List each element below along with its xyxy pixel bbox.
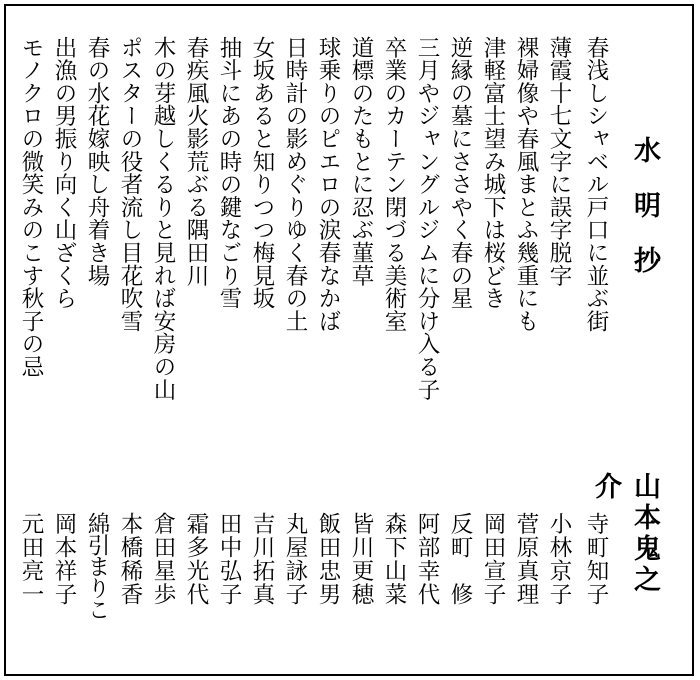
haiku-text: ポスターの役者流し目花吹雪 — [117, 36, 143, 333]
haiku-text: 抽斗にあの時の鍵なごり雪 — [216, 36, 242, 310]
haiku-text: 春浅しシャベル戸口に並ぶ街 — [583, 36, 609, 333]
poet-name: 本橋稀香 — [117, 512, 143, 606]
poet-name: 飯田忠男 — [315, 512, 341, 606]
haiku-text: 逆縁の墓にささやく春の星 — [447, 36, 473, 310]
haiku-text: モノクロの微笑みのこす秋子の忌 — [18, 36, 44, 378]
poet-name: 丸屋詠子 — [282, 512, 308, 606]
haiku-text: 女坂あると知りつつ梅見坂 — [249, 36, 275, 310]
poet-name: 皆川更穂 — [348, 512, 374, 606]
poet-name: 岡田宣子 — [480, 512, 506, 606]
poet-name: 綿引まりこ — [84, 512, 110, 620]
haiku-text: 春の水花嫁映し舟着き場 — [84, 36, 110, 287]
poet-name: 寺町知子 — [583, 512, 609, 606]
page-title: 水明抄 — [629, 136, 660, 301]
poet-name: 倉田星歩 — [150, 512, 176, 606]
haiku-text: 日時計の影めぐりゆく春の土 — [282, 36, 308, 333]
haiku-text: 春疾風火影荒ぶる隅田川 — [183, 36, 209, 287]
poet-name: 元田亮一 — [18, 512, 44, 606]
haiku-text: 木の芽越しくるりと見れば安房の山 — [150, 36, 176, 401]
poet-name: 阿部幸代 — [414, 512, 440, 606]
haiku-text: 道標のたもとに忍ぶ菫草 — [348, 36, 374, 287]
poet-name: 菅原真理 — [513, 512, 539, 606]
poet-name: 小林京子 — [546, 512, 572, 606]
poet-name: 反町 修 — [447, 512, 473, 606]
haiku-text: 薄霞十七文字に誤字脱字 — [546, 36, 572, 287]
author-name: 山本鬼之介 — [590, 472, 660, 596]
haiku-text: 出漁の男振り向く山ざくら — [51, 36, 77, 310]
haiku-text: 三月やジャングルジムに分け入る子 — [414, 36, 440, 401]
poet-name: 吉川拓真 — [249, 512, 275, 606]
poet-name: 岡本祥子 — [51, 512, 77, 606]
haiku-text: 球乗りのピエロの涙春なかば — [315, 36, 341, 333]
poet-name: 田中弘子 — [216, 512, 242, 606]
haiku-sheet — [4, 4, 694, 676]
haiku-text: 卒業のカーテン閉づる美術室 — [381, 36, 407, 333]
haiku-text: 裸婦像や春風まとふ幾重にも — [513, 36, 539, 333]
poet-name: 霜多光代 — [183, 512, 209, 606]
haiku-text: 津軽富士望み城下は桜どき — [480, 36, 506, 310]
poet-name: 森下山菜 — [381, 512, 407, 606]
